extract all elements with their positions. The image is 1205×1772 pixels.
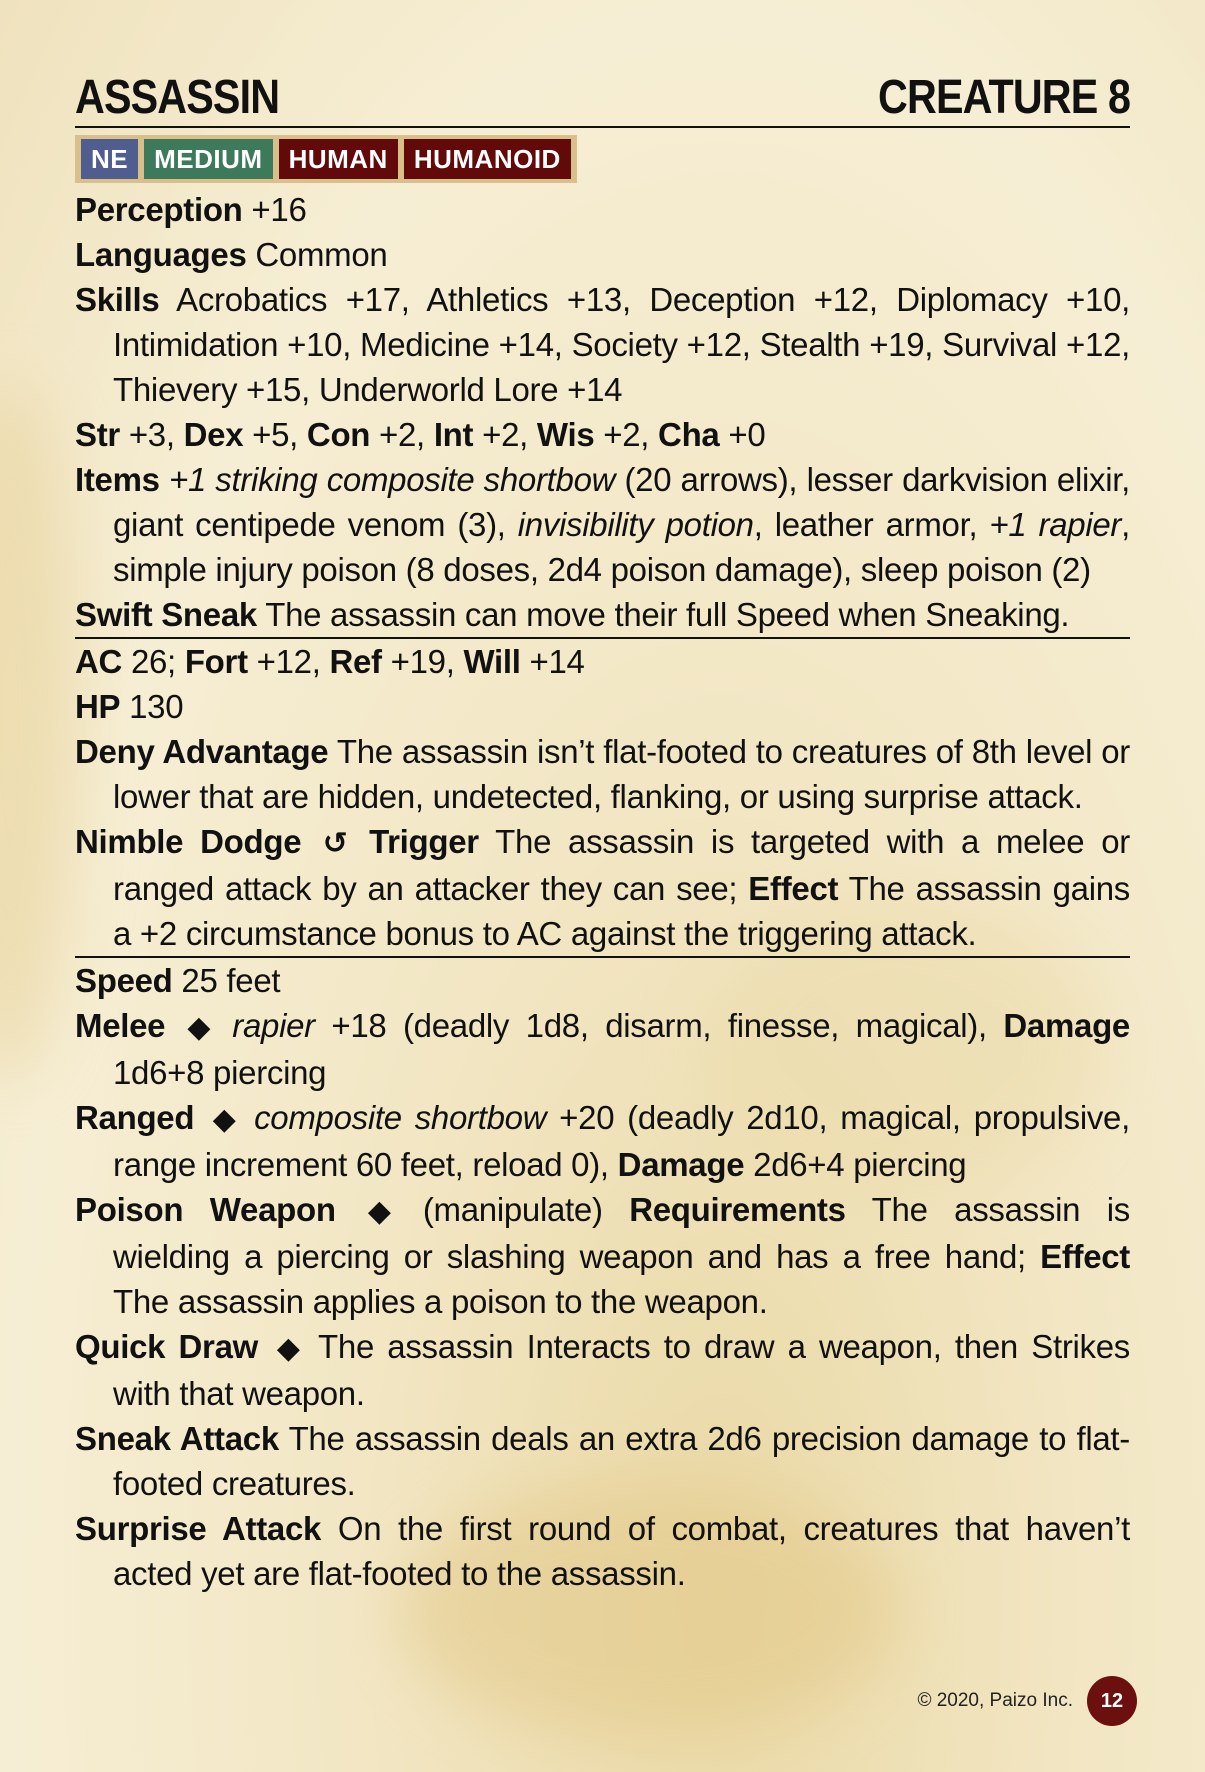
ranged-text: +20 (deadly 2d10, magical, propulsive, range increment 60 feet, reload 0), [113, 1099, 1130, 1183]
ranged-line [75, 1095, 1130, 1187]
quick-draw-text: The assassin Interacts to draw a weapon, then Strikes with that weapon. [113, 1328, 1130, 1412]
int-label: Int [433, 416, 474, 453]
items-text-1: (20 arrows), lesser darkvision elixir, giant centipede venom (3), [113, 461, 1130, 543]
nimble-dodge-label: Nimble Dodge [75, 823, 302, 860]
speed-line [75, 958, 1130, 1003]
single-action-icon: ◆ [276, 1332, 300, 1365]
items-text-3: , simple injury poison (8 doses, 2d4 poison damage), sleep poison (2) [113, 506, 1130, 588]
wis-value: +2, [603, 416, 650, 453]
stat-block-header [75, 68, 1130, 128]
sneak-attack-text: The assassin deals an extra 2d6 precision damage to flat-footed creatures. [113, 1420, 1130, 1502]
deny-advantage-text: The assassin isn’t flat-footed to creatures of 8th level or lower that are hidden, undetected, flanking, or using surprise attack. [113, 733, 1130, 815]
swift-sneak-line [75, 592, 1130, 637]
wis-label: Wis [536, 416, 595, 453]
skills-label: Skills [75, 281, 160, 318]
single-action-icon: ◆ [367, 1195, 391, 1228]
ranged-label: Ranged [75, 1099, 195, 1136]
fort-label: Fort [184, 643, 248, 680]
ranged-weapon: composite shortbow [254, 1099, 547, 1136]
copyright: © 2020, Paizo Inc. [917, 1690, 1073, 1711]
creature-name: ASSASSIN [75, 71, 280, 124]
swift-sneak-text: The assassin can move their full Speed when Sneaking. [265, 596, 1070, 633]
str-value: +3, [128, 416, 175, 453]
ranged-damage-label: Damage [617, 1146, 745, 1183]
cha-label: Cha [658, 416, 720, 453]
perception-label: Perception [75, 191, 243, 228]
requirements-label: Requirements [629, 1191, 846, 1228]
ranged-damage: 2d6+4 piercing [753, 1146, 967, 1183]
dex-value: +5, [252, 416, 299, 453]
languages-value: Common [255, 236, 388, 273]
trait-human: HUMAN [279, 139, 398, 179]
speed-value: 25 feet [181, 962, 281, 999]
single-action-icon: ◆ [212, 1103, 236, 1136]
swift-sneak-label: Swift Sneak [75, 596, 257, 633]
melee-line [75, 1003, 1130, 1095]
melee-damage: 1d6+8 piercing [113, 1054, 327, 1091]
ac-label: AC [75, 643, 123, 680]
surprise-attack-line [75, 1506, 1130, 1596]
deny-advantage-line [75, 729, 1130, 819]
con-value: +2, [379, 416, 425, 453]
melee-text: +18 (deadly 1d8, disarm, finesse, magical), [331, 1007, 987, 1044]
con-label: Con [306, 416, 371, 453]
defense-line [75, 639, 1130, 684]
languages-line [75, 232, 1130, 277]
effect-label: Effect [1040, 1238, 1130, 1275]
effect-label: Effect [748, 870, 839, 907]
languages-label: Languages [75, 236, 247, 273]
effect-text: The assassin applies a poison to the weapon. [113, 1283, 768, 1320]
hp-label: HP [75, 688, 121, 725]
quick-draw-line [75, 1324, 1130, 1416]
items-label: Items [75, 461, 160, 498]
str-label: Str [75, 416, 120, 453]
stat-block [75, 68, 1130, 1596]
reaction-icon: ↺ [322, 827, 348, 860]
items-text-2: , leather armor, [753, 506, 990, 543]
trait-humanoid: HUMANOID [404, 139, 571, 179]
item-invisibility-potion: invisibility potion [517, 506, 754, 543]
perception-line [75, 187, 1130, 232]
ref-value: +19, [390, 643, 455, 680]
sneak-attack-line [75, 1416, 1130, 1506]
ac-value: 26; [130, 643, 176, 680]
attributes-line [75, 412, 1130, 457]
surprise-attack-label: Surprise Attack [75, 1510, 322, 1547]
melee-label: Melee [75, 1007, 166, 1044]
quick-draw-label: Quick Draw [75, 1328, 258, 1365]
nimble-dodge-line [75, 819, 1130, 956]
items-line [75, 457, 1130, 592]
hp-value: 130 [129, 688, 184, 725]
item-rapier: +1 rapier [989, 506, 1122, 543]
trigger-label: Trigger [369, 823, 479, 860]
poison-weapon-traits: (manipulate) [422, 1191, 603, 1228]
creature-level: CREATURE 8 [877, 71, 1130, 124]
poison-weapon-line [75, 1187, 1130, 1324]
trait-alignment: NE [81, 139, 138, 179]
page-footer [917, 1676, 1137, 1726]
will-value: +14 [529, 643, 585, 680]
melee-damage-label: Damage [1003, 1007, 1130, 1044]
int-value: +2, [482, 416, 529, 453]
perception-value: +16 [251, 191, 307, 228]
fort-value: +12, [256, 643, 321, 680]
requirements-text: The assassin is wielding a piercing or slashing weapon and has a free hand; [113, 1191, 1130, 1275]
trait-bar [75, 135, 577, 183]
skills-value: Acrobatics +17, Athletics +13, Deception +12, Diplomacy +10, Intimidation +10, Medicine +14, Society +12, Stealth +19, Survival +12, Thievery +15, Underworld Lore +14 [113, 281, 1130, 408]
ref-label: Ref [329, 643, 382, 680]
dex-label: Dex [183, 416, 244, 453]
poison-weapon-label: Poison Weapon [75, 1191, 336, 1228]
deny-advantage-label: Deny Advantage [75, 733, 329, 770]
trait-size: MEDIUM [144, 139, 272, 179]
hp-line [75, 684, 1130, 729]
speed-label: Speed [75, 962, 173, 999]
effect-text: The assassin gains a +2 circumstance bonus to AC against the triggering attack. [113, 870, 1130, 952]
melee-weapon: rapier [232, 1007, 315, 1044]
surprise-attack-text: On the first round of combat, creatures that haven’t acted yet are flat-footed to the assassin. [113, 1510, 1130, 1592]
cha-value: +0 [728, 416, 766, 453]
sneak-attack-label: Sneak Attack [75, 1420, 279, 1457]
skills-line [75, 277, 1130, 412]
trigger-text: The assassin is targeted with a melee or ranged attack by an attacker they can see; [113, 823, 1130, 907]
page-number: 12 [1087, 1676, 1137, 1726]
item-shortbow: +1 striking composite shortbow [169, 461, 616, 498]
single-action-icon: ◆ [187, 1011, 211, 1044]
will-label: Will [463, 643, 521, 680]
